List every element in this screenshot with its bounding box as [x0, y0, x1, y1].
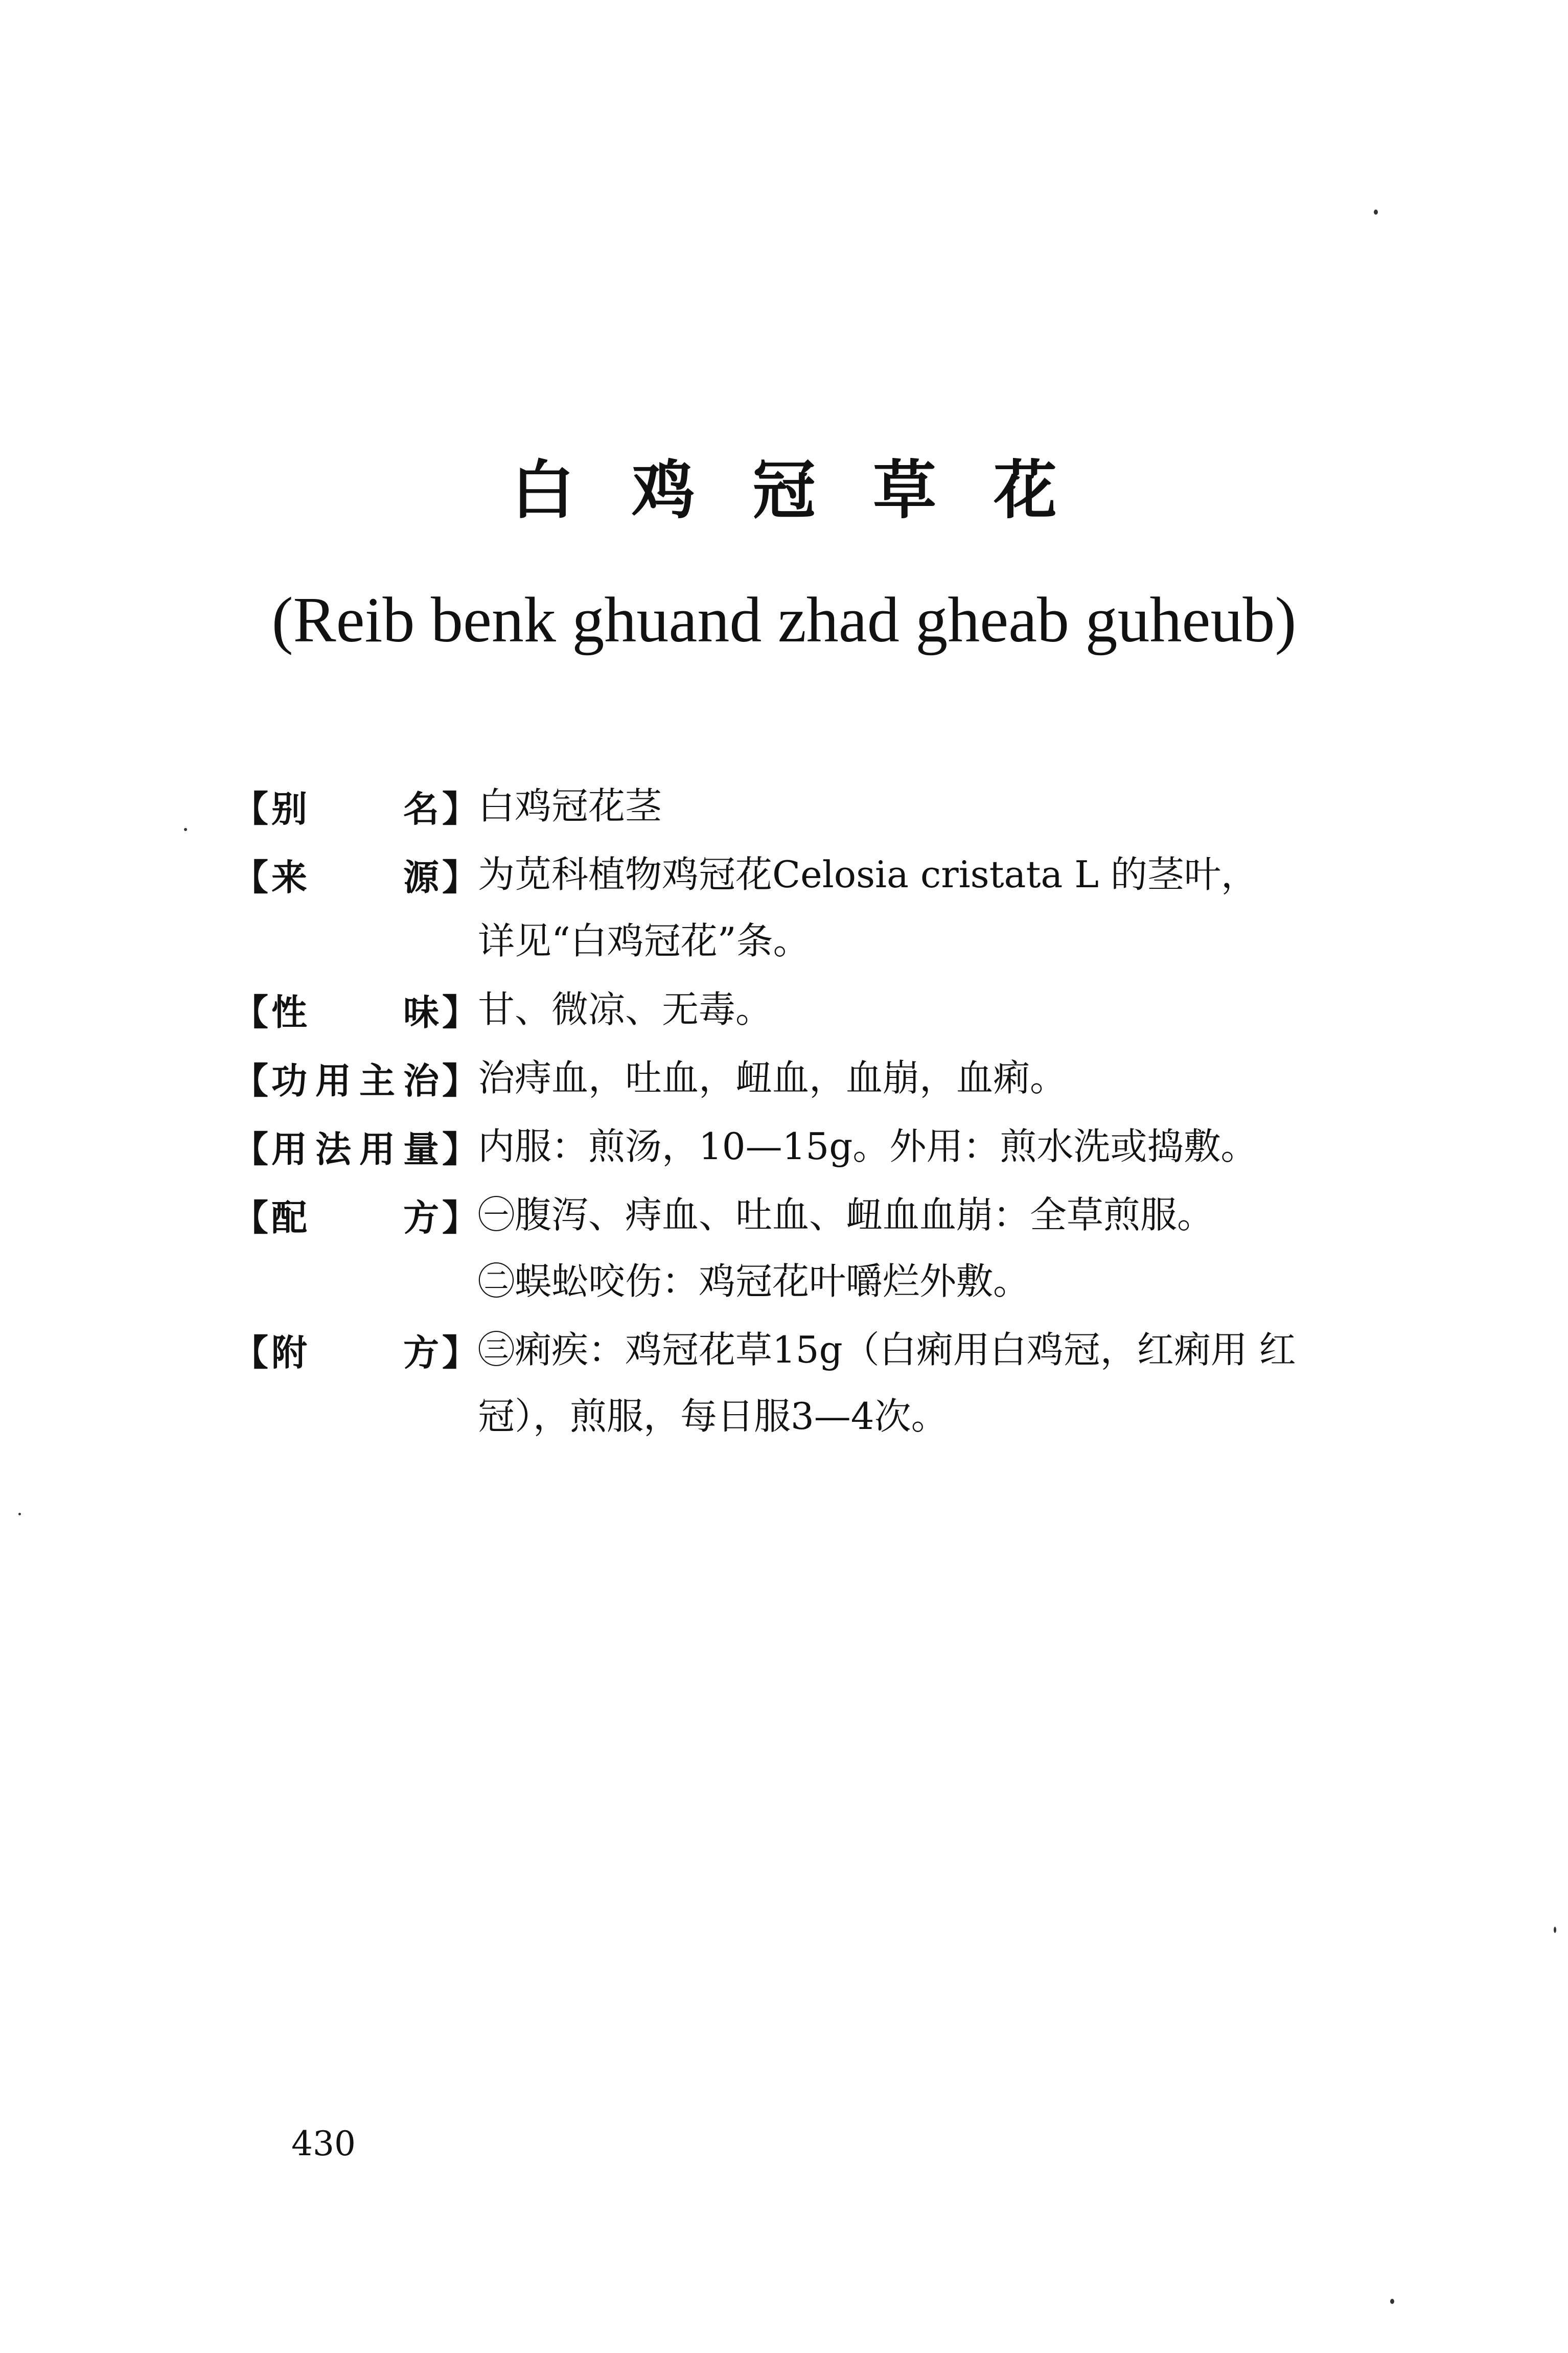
- open-bracket: 【: [233, 991, 268, 1033]
- entry-body: [478, 1120, 1459, 1173]
- entry-prescription: [233, 1188, 1459, 1308]
- entry-body: [478, 1188, 1459, 1308]
- open-bracket: 【: [233, 856, 268, 898]
- entry-appended-prescription: [233, 1323, 1459, 1443]
- entry-indications: [233, 1051, 1459, 1104]
- entry-label-text: 来源: [271, 856, 439, 898]
- entry-label-text: 别名: [271, 788, 439, 830]
- entry-line: ㊂痢疾：鸡冠花草15g（白痢用白鸡冠，红痢用 红: [478, 1328, 1296, 1371]
- close-bracket: 】: [442, 856, 478, 898]
- entry-label-text: 性味: [271, 991, 439, 1033]
- entry-line: 为苋科植物鸡冠花Celosia cristata L 的茎叶，: [478, 853, 1258, 896]
- close-bracket: 】: [442, 1331, 478, 1374]
- entry-dosage: [233, 1120, 1459, 1173]
- page-number: 430: [291, 2124, 356, 2163]
- entry-body: [478, 848, 1459, 967]
- open-bracket: 【: [233, 1196, 268, 1239]
- entry-label: [233, 983, 478, 1036]
- entry-label: [233, 1120, 478, 1173]
- open-bracket: 【: [233, 788, 268, 830]
- close-bracket: 】: [442, 1059, 478, 1102]
- entry-label-text: 附方: [271, 1331, 439, 1374]
- close-bracket: 】: [442, 991, 478, 1033]
- entry-line: ㊀腹泻、痔血、吐血、衄血血崩：全草煎服。: [478, 1193, 1214, 1236]
- entry-label-text: 用法用量: [271, 1128, 439, 1170]
- close-bracket: 】: [442, 1128, 478, 1170]
- entry-label: [233, 1051, 478, 1104]
- open-bracket: 【: [233, 1331, 268, 1374]
- entry-body: [478, 1051, 1459, 1104]
- scan-speck: [1390, 2299, 1394, 2304]
- entry-line: 甘、微凉、无毒。: [478, 988, 773, 1031]
- entry-label-text: 配方: [271, 1196, 439, 1239]
- entry-line: 冠），煎服，每日服3—4次。: [478, 1395, 948, 1438]
- entry-label: [233, 779, 478, 833]
- entry-source: [233, 848, 1459, 967]
- entry-line: 详见“白鸡冠花”条。: [478, 919, 810, 962]
- open-bracket: 【: [233, 1128, 268, 1170]
- romanized-subtitle: (Reib benk ghuand zhad gheab guheub): [271, 585, 1297, 656]
- entry-body: [478, 1323, 1459, 1443]
- page-title: 白鸡冠草花: [511, 454, 1114, 527]
- entry-line: 内服：煎汤，10—15g。外用：煎水洗或捣敷。: [478, 1125, 1258, 1168]
- entry-line: 白鸡冠花茎: [478, 785, 662, 827]
- scan-speck: [18, 1513, 21, 1515]
- scan-speck: [184, 828, 187, 831]
- entry-label: [233, 848, 478, 901]
- entry-nature-taste: [233, 983, 1459, 1036]
- close-bracket: 】: [442, 788, 478, 830]
- entry-alias: [233, 779, 1459, 833]
- entry-label: [233, 1188, 478, 1241]
- close-bracket: 】: [442, 1196, 478, 1239]
- entry-label-text: 功用主治: [271, 1059, 439, 1102]
- entry-list: [233, 779, 1459, 1458]
- scan-speck: [1374, 210, 1378, 215]
- entry-label: [233, 1323, 478, 1376]
- open-bracket: 【: [233, 1059, 268, 1102]
- entry-body: [478, 983, 1459, 1036]
- entry-line: 治痔血，吐血，衄血，血崩，血痢。: [478, 1056, 1067, 1099]
- scan-speck: [1554, 1927, 1556, 1933]
- entry-line: ㊁蜈蚣咬伤：鸡冠花叶嚼烂外敷。: [478, 1260, 1030, 1303]
- entry-body: [478, 779, 1459, 833]
